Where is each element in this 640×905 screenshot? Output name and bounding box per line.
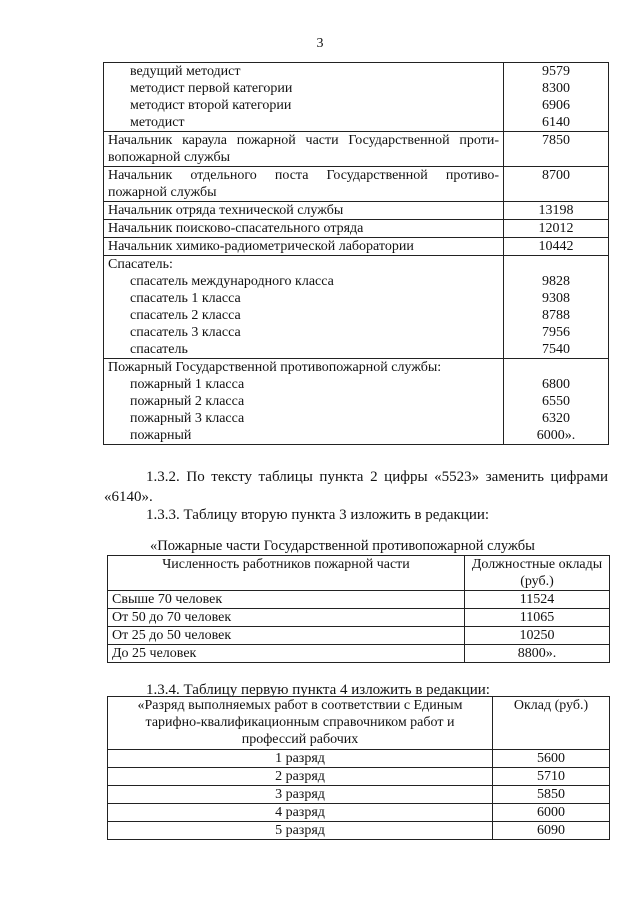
- salary-value: 7850: [542, 133, 570, 148]
- row-label: До 25 человек: [108, 645, 465, 663]
- salary-cell: [504, 220, 609, 238]
- row-label: 1 разряд: [108, 750, 493, 768]
- table-row: [108, 822, 610, 840]
- position-name: спасатель международного класса: [130, 274, 334, 289]
- table-row: [104, 256, 609, 359]
- row-value: 5600: [493, 750, 610, 768]
- paragraph-1-3-3: 1.3.3. Таблицу вторую пункта 3 изложить в редакции:: [146, 507, 490, 523]
- group-header: Спасатель:: [108, 257, 173, 272]
- salary-value: 7956: [542, 325, 570, 340]
- row-value: 6000: [493, 804, 610, 822]
- table2-header-left: Численность работников пожарной части: [108, 556, 465, 591]
- salary-value: 6800: [542, 377, 570, 392]
- position-name: пожарный 2 класса: [130, 394, 245, 409]
- position-name: пожарный: [130, 428, 192, 443]
- position-name: спасатель 1 класса: [130, 291, 241, 306]
- salary-value: 7540: [542, 342, 570, 357]
- position-cell: [104, 167, 504, 202]
- salary-value: 9828: [542, 274, 570, 289]
- salary-value: 8788: [542, 308, 570, 323]
- table-row: [108, 591, 610, 609]
- row-value: 5850: [493, 786, 610, 804]
- table-row: [108, 645, 610, 663]
- salary-value: 6320: [542, 411, 570, 426]
- row-value: 6090: [493, 822, 610, 840]
- salary-value: 8700: [542, 168, 570, 183]
- salary-value: 6906: [542, 98, 570, 113]
- group-header: Пожарный Государственной противопожарной службы:: [108, 360, 442, 375]
- position-cell: [104, 359, 504, 445]
- row-label: От 50 до 70 человек: [108, 609, 465, 627]
- row-value: 11524: [465, 591, 610, 609]
- salary-cell: [504, 238, 609, 256]
- table3-header-left: «Разряд выполняемых работ в соответствии с Единым тарифно-квалификационным справочником работ и профессий рабочих: [108, 697, 493, 750]
- position-cell: [104, 238, 504, 256]
- position-name: вопожарной службы: [108, 150, 231, 165]
- table-row: [104, 220, 609, 238]
- position-cell: [104, 220, 504, 238]
- position-name: Начальник караула пожарной части Государственной проти-: [108, 133, 499, 148]
- position-name: Начальник поисково-спасательного отряда: [108, 221, 364, 236]
- position-name: методист второй категории: [130, 98, 292, 113]
- table2-caption: «Пожарные части Государственной противопожарной службы: [150, 538, 535, 554]
- salary-cell: [504, 359, 609, 445]
- row-label: 5 разряд: [108, 822, 493, 840]
- position-cell: [104, 202, 504, 220]
- table-row: [104, 167, 609, 202]
- table-row: [104, 202, 609, 220]
- position-name: пожарный 1 класса: [130, 377, 245, 392]
- position-name: методист первой категории: [130, 81, 293, 96]
- row-label: 2 разряд: [108, 768, 493, 786]
- position-cell: [104, 132, 504, 167]
- salary-value: 10442: [538, 239, 574, 254]
- paragraph-1-3-2: 1.3.2. По тексту таблицы пункта 2 цифры «5523» заменить цифрами «6140».: [104, 469, 608, 505]
- salary-table-1: [103, 62, 609, 445]
- salary-cell: [504, 256, 609, 359]
- row-value: 11065: [465, 609, 610, 627]
- position-name: методист: [130, 115, 185, 130]
- position-name: пожарной службы: [108, 185, 217, 200]
- table-row: [104, 238, 609, 256]
- position-name: спасатель: [130, 342, 188, 357]
- salary-cell: [504, 202, 609, 220]
- row-label: Свыше 70 человек: [108, 591, 465, 609]
- table-row: [104, 63, 609, 132]
- table3-header-right: Оклад (руб.): [493, 697, 610, 750]
- salary-value: 6140: [542, 115, 570, 130]
- page-number: 3: [316, 36, 324, 51]
- salary-cell: [504, 167, 609, 202]
- table-row: [108, 804, 610, 822]
- salary-value: 8300: [542, 81, 570, 96]
- salary-cell: [504, 63, 609, 132]
- table-row: [108, 627, 610, 645]
- row-value: 8800».: [465, 645, 610, 663]
- position-cell: [104, 256, 504, 359]
- row-label: 4 разряд: [108, 804, 493, 822]
- salary-cell: [504, 132, 609, 167]
- position-name: ведущий методист: [130, 64, 241, 79]
- position-name: Начальник отряда технической службы: [108, 203, 344, 218]
- salary-value: 9308: [542, 291, 570, 306]
- position-name: спасатель 3 класса: [130, 325, 241, 340]
- table-row: [108, 609, 610, 627]
- table-row: [104, 132, 609, 167]
- position-name: Начальник отдельного поста Государственной противо-: [108, 168, 499, 183]
- row-value: 10250: [465, 627, 610, 645]
- salary-value: 13198: [538, 203, 574, 218]
- fire-units-salary-table: [107, 555, 610, 663]
- salary-value: 12012: [538, 221, 574, 236]
- salary-value: 9579: [542, 64, 570, 79]
- row-label: От 25 до 50 человек: [108, 627, 465, 645]
- table-row: [104, 359, 609, 445]
- row-value: 5710: [493, 768, 610, 786]
- paragraph-1-3-4: 1.3.4. Таблицу первую пункта 4 изложить в редакции:: [146, 682, 490, 698]
- salary-value: 6000».: [536, 428, 576, 443]
- table-row: [108, 786, 610, 804]
- table-row: [108, 750, 610, 768]
- grade-salary-table: [107, 696, 610, 840]
- position-name: пожарный 3 класса: [130, 411, 245, 426]
- salary-value: 6550: [542, 394, 570, 409]
- table-row: [108, 768, 610, 786]
- row-label: 3 разряд: [108, 786, 493, 804]
- position-name: Начальник химико-радиометрической лаборатории: [108, 239, 414, 254]
- table2-header-right: Должностные оклады (руб.): [465, 556, 610, 591]
- position-cell: [104, 63, 504, 132]
- position-name: спасатель 2 класса: [130, 308, 241, 323]
